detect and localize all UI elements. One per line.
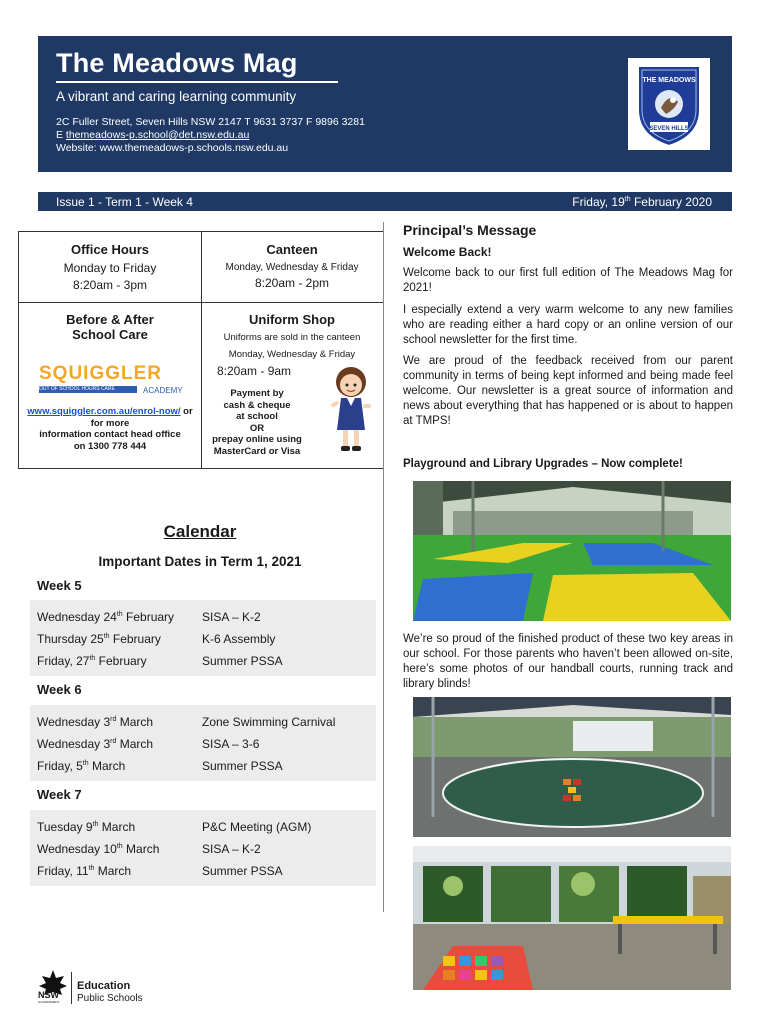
school-logo — [628, 58, 710, 150]
uniform-shop-title: Uniform Shop — [249, 312, 335, 327]
paragraph: I especially extend a very warm welcome to any new families who are reading either a hard copy or an online version of our school newsletter for the first time. — [403, 304, 733, 346]
email-line: E themeadows-p.school@det.nsw.edu.au — [56, 129, 250, 141]
payment-info: Payment by cash & cheque at school OR prepay online using MasterCard or Visa — [212, 388, 302, 457]
event-date: Tuesday 9th March — [37, 820, 136, 834]
event-date: Friday, 11th March — [37, 864, 132, 878]
before-after-title-2: School Care — [72, 327, 148, 342]
uniform-sold-note: Uniforms are sold in the canteen — [223, 332, 361, 343]
nsw-wordmark: NSW — [38, 990, 59, 1000]
event-name: Summer PSSA — [202, 759, 283, 773]
office-hours-title: Office Hours — [70, 242, 149, 257]
info-grid — [18, 231, 384, 469]
canteen-title: Canteen — [266, 242, 318, 257]
week-events — [30, 705, 376, 781]
public-schools-wordmark: Public Schools — [77, 993, 143, 1004]
event-name: Zone Swimming Carnival — [202, 715, 336, 729]
paragraph: We are proud of the feedback received from our parent community in terms of being kept informed and being made feel welcome. Our newsletter is a great source of information and news about everything that has happened or is about to happen at TMPS! — [403, 355, 733, 427]
tagline: A vibrant and caring learning community — [56, 89, 297, 104]
uniform-time: 8:20am - 9am — [217, 364, 292, 378]
squiggler-tagline: OUT OF SCHOOL HOURS CARE — [39, 386, 137, 393]
week-label: Week 6 — [37, 682, 82, 697]
office-hours-time: 8:20am - 3pm — [72, 278, 148, 292]
week-label: Week 7 — [37, 787, 82, 802]
logo-bottom-text: SEVEN HILLS — [649, 126, 689, 132]
nsw-education-logo — [36, 968, 166, 1008]
grid-divider — [19, 302, 383, 303]
newsletter-title: The Meadows Mag — [56, 48, 298, 78]
calendar-title: Calendar — [163, 522, 237, 541]
uniform-shop-cell — [201, 312, 383, 457]
event-name: Summer PSSA — [202, 654, 283, 668]
title-underline — [56, 81, 338, 83]
squiggler-enrol-link[interactable]: www.squiggler.com.au/enrol-now/ — [27, 406, 181, 417]
welcome-heading: Welcome Back! — [403, 245, 492, 259]
squiggler-academy: ACADEMY — [143, 386, 183, 395]
logo-top-text: THE MEADOWS — [642, 77, 696, 84]
before-after-care-cell — [19, 312, 201, 452]
logo-divider — [71, 972, 72, 1004]
canteen-days: Monday, Wednesday & Friday — [225, 262, 359, 273]
canteen-cell — [201, 242, 383, 290]
masthead — [38, 36, 732, 172]
event-date: Wednesday 3rd March — [37, 715, 154, 729]
running-track-photo — [413, 697, 731, 837]
event-date: Wednesday 24th February — [37, 610, 175, 624]
address-line: 2C Fuller Street, Seven Hills NSW 2147 T 9631 3737 F 9896 3281 — [56, 116, 365, 128]
playground-heading: Playground and Library Upgrades – Now complete! — [403, 458, 683, 470]
issue-label: Issue 1 - Term 1 - Week 4 — [56, 195, 193, 209]
uniform-days: Monday, Wednesday & Friday — [228, 349, 356, 360]
email-link[interactable]: themeadows-p.school@det.nsw.edu.au — [65, 129, 250, 141]
website-line[interactable]: Website: www.themeadows-p.schools.nsw.edu.au — [56, 142, 289, 154]
education-wordmark: Education — [77, 980, 131, 992]
issue-bar — [38, 192, 732, 211]
event-name: SISA – K-2 — [202, 610, 261, 624]
canteen-time: 8:20am - 2pm — [254, 276, 330, 290]
event-date: Friday, 27th February — [37, 654, 147, 668]
paragraph: We’re so proud of the finished product of these two key areas in our school. For those parents who haven’t been allowed on-site, here’s some photos of our handball courts, running track and library blinds! — [403, 633, 733, 690]
contact-details — [56, 116, 365, 155]
column-divider — [383, 222, 384, 912]
event-date: Wednesday 3rd March — [37, 737, 154, 751]
principal-message-title: Principal’s Message — [403, 222, 537, 238]
before-after-contact: www.squiggler.com.au/enrol-now/ or for more information contact head office on 1300 778 444 — [27, 406, 193, 452]
office-hours-cell — [19, 242, 201, 292]
calendar-subtitle: Important Dates in Term 1, 2021 — [98, 554, 302, 569]
student-cartoon-image — [325, 364, 377, 456]
event-date: Friday, 5th March — [37, 759, 126, 773]
week-events — [30, 810, 376, 886]
event-name: P&C Meeting (AGM) — [202, 820, 312, 834]
paragraph: Welcome back to our first full edition of The Meadows Mag for 2021! — [403, 267, 733, 294]
event-name: SISA – 3-6 — [202, 737, 260, 751]
event-name: K-6 Assembly — [202, 632, 276, 646]
squiggler-logo — [39, 364, 187, 404]
week-label: Week 5 — [37, 578, 82, 593]
event-date: Thursday 25th February — [37, 632, 161, 646]
office-hours-days: Monday to Friday — [63, 261, 157, 275]
event-date: Wednesday 10th March — [37, 842, 160, 856]
issue-date: Friday, 19th February 2020 — [572, 195, 712, 209]
event-name: Summer PSSA — [202, 864, 283, 878]
squiggler-wordmark: SQUIGGLER — [39, 363, 163, 384]
government-wordmark: GOVERNMENT — [38, 1000, 60, 1004]
week-events — [30, 600, 376, 676]
before-after-title-1: Before & After — [66, 312, 154, 327]
handball-courts-photo — [413, 481, 731, 621]
library-photo — [413, 846, 731, 990]
event-name: SISA – K-2 — [202, 842, 261, 856]
